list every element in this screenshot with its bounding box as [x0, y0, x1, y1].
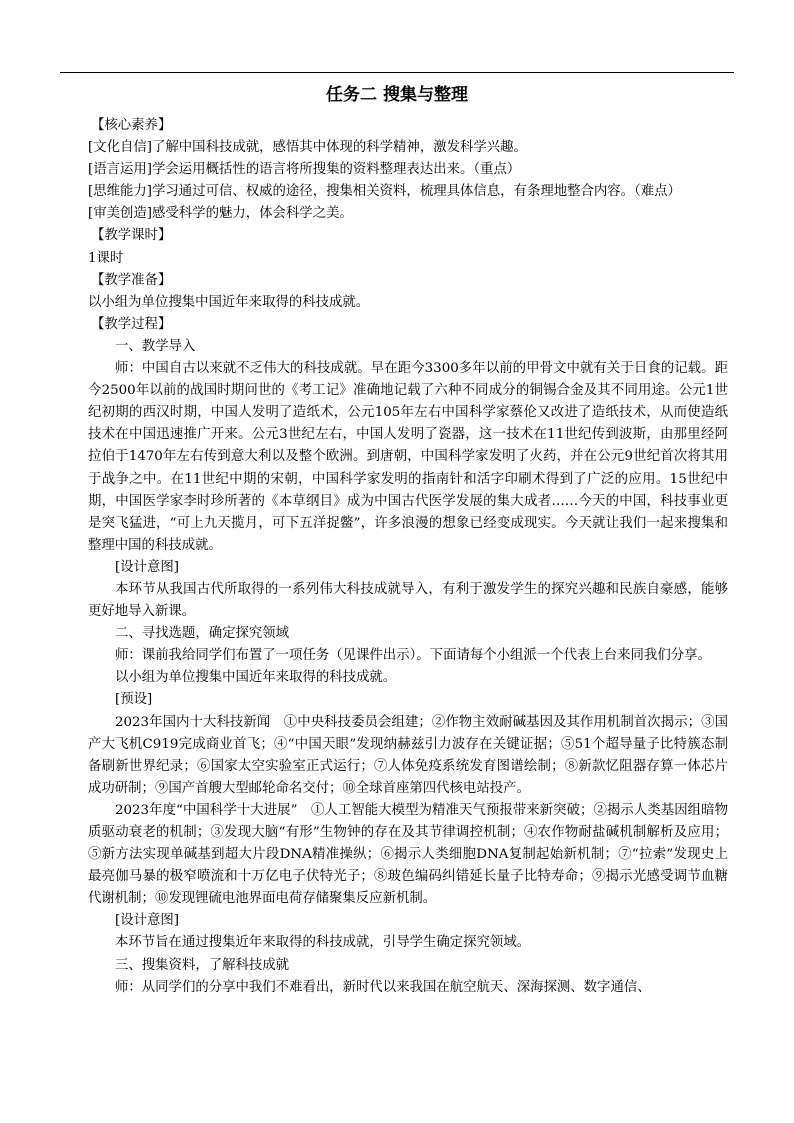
paragraph: [思维能力]学习通过可信、权威的途径，搜集相关资料，梳理具体信息，有条理地整合内容。（难点） [88, 184, 681, 200]
section-heading-preparation: 【教学准备】 [91, 272, 172, 288]
design-intent-label: [设计意图] [115, 559, 180, 575]
paragraph: 本环节从我国古代所取得的一系列伟大科技成就导入，有利于激发学生的探究兴趣和民族自豪感，能够更好地导入新课。 [88, 581, 728, 620]
paragraph: [语言运用]学会运用概括性的语言将所搜集的资料整理表达出来。（重点） [88, 162, 521, 178]
paragraph: 以小组为单位搜集中国近年来取得的科技成就。 [115, 670, 397, 686]
paragraph: 师：从同学们的分享中我们不难看出，新时代以来我国在航空航天、深海探测、数字通信、 [115, 979, 651, 995]
page-title: 任务二 搜集与整理 [326, 85, 468, 105]
paragraph: 2023年国内十大科技新闻 ①中央科技委员会组建；②作物主效耐碱基因及其作用机制首次揭示；③国产大飞机C919完成商业首飞；④“中国天眼”发现纳赫兹引力波存在关键证据；⑤51个超导量子比特簇态制备刷新世界纪录；⑥国家太空实验室正式运行；⑦人体免疫系统发育图谱绘制；⑧新款忆阻器存算一体芯片成功研制；⑨国产首艘大型邮轮命名交付；⑩全球首座第四代核电站投产。 [88, 714, 728, 796]
paragraph: 2023年度“中国科学十大进展” ①人工智能大模型为精准天气预报带来新突破；②揭示人类基因组暗物质驱动衰老的机制；③发现大脑“有形”生物钟的存在及其节律调控机制；④农作物耐盐碱机制解析及应用；⑤新方法实现单碱基到超大片段DNA精准操纵；⑥揭示人类细胞DNA复制起始新机制；⑦“拉索”发现史上最亮伽马暴的极窄喷流和十万亿电子伏特光子；⑧玻色编码纠错延长量子比特寿命；⑨揭示光感受调节血糖代谢机制；⑩发现锂硫电池界面电荷存储聚集反应新机制。 [88, 802, 728, 907]
preset-label: [预设] [115, 692, 153, 708]
paragraph: [文化自信]了解中国科技成就，感悟其中体现的科学精神，激发科学兴趣。 [88, 140, 527, 156]
document-body [88, 115, 728, 999]
section-heading-teaching-process: 【教学过程】 [91, 316, 172, 332]
subheading-topic-selection: 二、寻找选题，确定探究领域 [115, 626, 290, 642]
paragraph: 1课时 [88, 250, 124, 266]
paragraph: 师：课前我给同学们布置了一项任务（见课件出示）。下面请每个小组派一个代表上台来同我们分享。 [115, 648, 711, 664]
subheading-collect-materials: 三、搜集资料，了解科技成就 [115, 957, 290, 973]
section-heading-core-literacy: 【核心素养】 [91, 118, 172, 133]
subheading-introduction: 一、教学导入 [115, 338, 196, 354]
design-intent-label: [设计意图] [115, 913, 180, 929]
paragraph: 本环节旨在通过搜集近年来取得的科技成就，引导学生确定探究领域。 [115, 935, 531, 951]
header-rule [60, 72, 734, 73]
paragraph: [审美创造]感受科学的魅力，体会科学之美。 [88, 206, 353, 222]
paragraph: 以小组为单位搜集中国近年来取得的科技成就。 [88, 294, 370, 310]
paragraph: 师：中国自古以来就不乏伟大的科技成就。早在距今3300多年以前的甲骨文中就有关于日食的记载。距今2500年以前的战国时期问世的《考工记》准确地记载了六种不同成分的铜锡合金及其不同用途。公元1世纪初期的西汉时期，中国人发明了造纸术，公元105年左右中国科学家蔡伦又改进了造纸技术，从而使造纸技术在中国迅速推广开来。公元3世纪左右，中国人发明了瓷器，这一技术在11世纪传到波斯，由那里经阿拉伯于1470年左右传到意大利以及整个欧洲。到唐朝，中国科学家发明了火药，并在公元9世纪首次将其用于战争之中。在11世纪中期的宋朝，中国科学家发明的指南针和活字印刷术得到了广泛的应用。15世纪中期，中国医学家李时珍所著的《本草纲目》成为中国古代医学发展的集大成者……今天的中国，科技事业更是突飞猛进，“可上九天揽月，可下五洋捉鳖”，许多浪漫的想象已经变成现实。今天就让我们一起来搜集和整理中国的科技成就。 [88, 361, 728, 553]
section-heading-class-hours: 【教学课时】 [91, 228, 172, 244]
